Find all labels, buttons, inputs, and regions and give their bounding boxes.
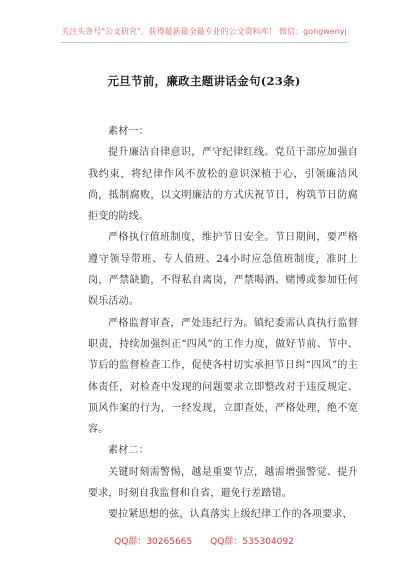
paragraph-1: 提升廉洁自律意识，严守纪律红线。党员干部应加强自我约束，将纪律作风不放松的意识深植于心，引领廉洁风尚，抵制腐败，以文明廉洁的方式庆祝节日，构筑节日防腐拒变的防线。 [88,147,358,223]
header-banner: 关注头条号"公文研究"，获得最新最全最专业的公文资料库！ 微信：gongwenyj [61,27,347,36]
document-body [88,121,358,526]
section-label-1: 素材一： [108,126,149,137]
section-label-2: 素材二： [108,445,149,457]
paragraph-5: 要拉紧思想的弦，认真落实上级纪律工作的各项要求， [108,509,353,521]
footer-qq-group-2: QQ群：535304092 [210,537,294,547]
footer-qq-group-1: QQ群：30265665 [114,537,193,547]
header-divider [60,42,348,43]
footer-contact [0,534,408,547]
paragraph-2: 严格执行值班制度，维护节日安全。节日期间，要严格遵守领导带班、专人值班、24小时应急值班制度，准时上岗，严禁缺勤，不得私自离岗，严禁喝酒、赌博或参加任何娱乐活动。 [88,232,358,308]
paragraph-3: 严格监督审查，严处违纪行为。镇纪委需认真执行监督职责，持续加强纠正“四风”的工作力度，做好节前、节中、节后的监督检查工作，促使各村切实承担节日纠“四风”的主体责任，对检查中发现的问题要求立即整改对于违反规定、顶风作案的行为，一经发现，立即查处，严格处理，绝不宽容。 [88,317,358,436]
paragraph-4: 关键时刻需警惕，越是重要节点，越需增强警觉、提升要求，时刻自我监督和自省，避免行差踏错。 [88,466,358,500]
document-title: 元旦节前，廉政主题讲话金句(23条) [107,74,301,88]
